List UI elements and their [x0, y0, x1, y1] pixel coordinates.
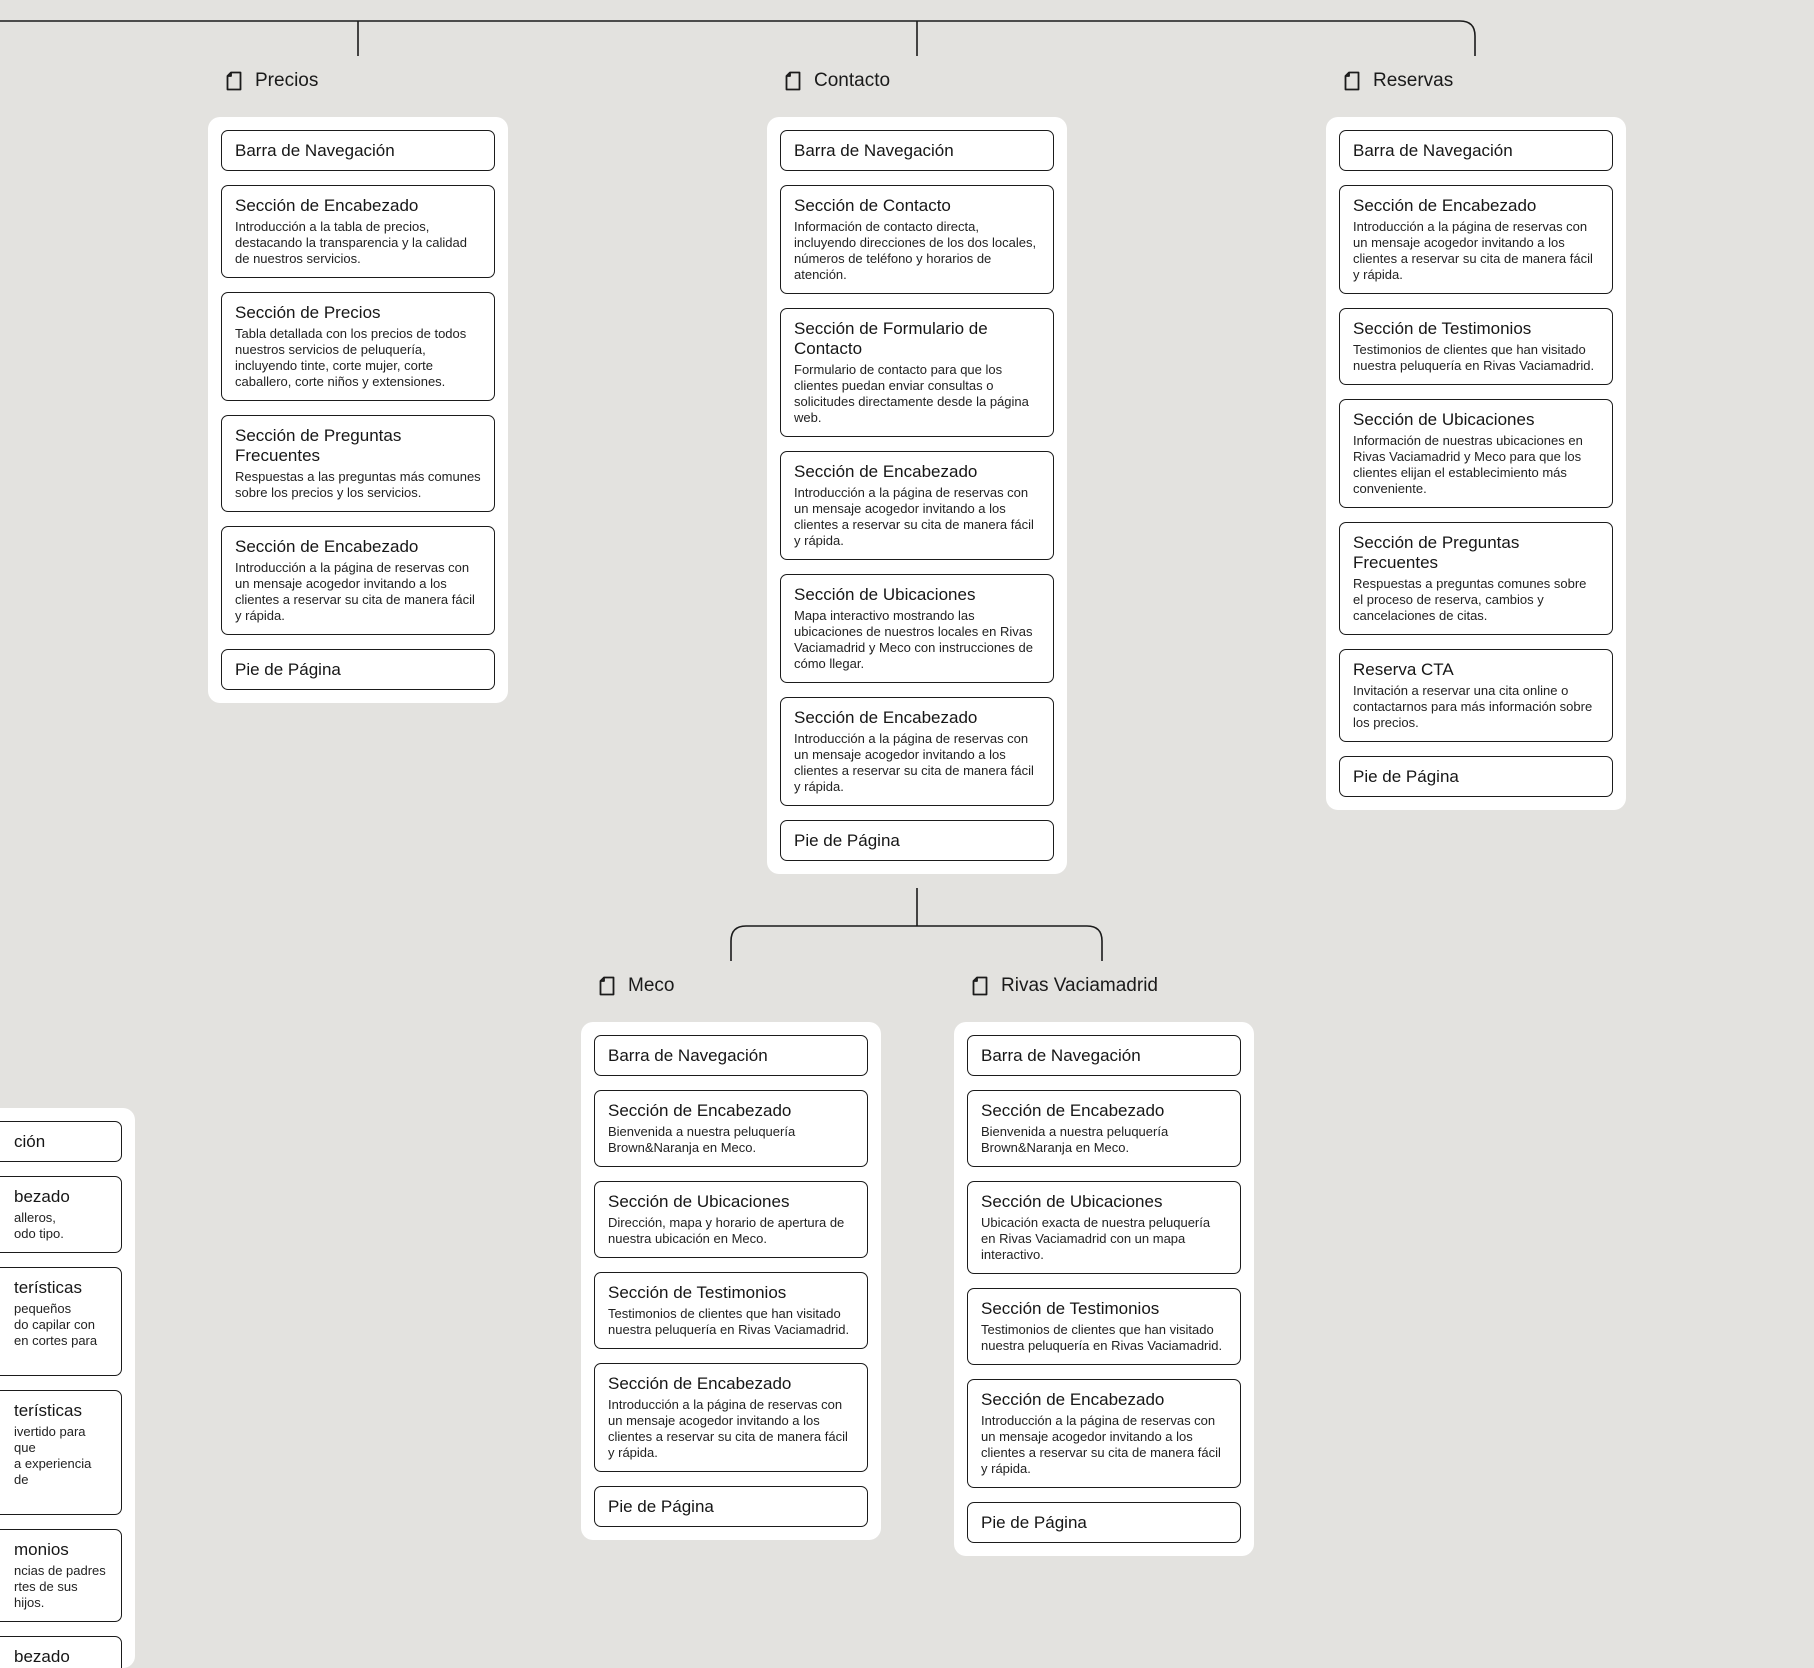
section-nav-bar[interactable]	[1339, 130, 1613, 171]
document-icon	[1344, 71, 1360, 91]
section-title: Sección de Encabezado	[235, 196, 419, 215]
section-description: Respuestas a las preguntas más comunes sobre los precios y los servicios.	[235, 469, 481, 500]
section-booking-cta[interactable]	[1339, 649, 1613, 742]
section-nav-bar[interactable]	[967, 1035, 1241, 1076]
section-title: Sección de Ubicaciones	[794, 585, 976, 604]
section-description: Introducción a la página de reservas con un mensaje acogedor invitando a los clientes a reservar su cita de manera fácil y rápida.	[235, 560, 475, 623]
section-title: Sección de Encabezado	[981, 1101, 1165, 1120]
section-title: ción	[14, 1132, 46, 1151]
section-description: ivertido para que a experiencia de	[14, 1424, 92, 1487]
section-description: Introducción a la página de reservas con un mensaje acogedor invitando a los clientes a reservar su cita de manera fácil y rápida.	[794, 731, 1034, 794]
section-header[interactable]	[967, 1379, 1241, 1488]
page-card-reservas	[1326, 117, 1626, 810]
section-title: Sección de Ubicaciones	[608, 1192, 790, 1211]
section-header[interactable]	[0, 1636, 122, 1668]
section-title: Sección de Encabezado	[794, 708, 978, 727]
section-title: Sección de Ubicaciones	[1353, 410, 1535, 429]
section-description: Información de contacto directa, incluyendo direcciones de los dos locales, números de teléfono y horarios de atención.	[794, 219, 1037, 282]
section-header[interactable]	[967, 1090, 1241, 1167]
section-title: Sección de Encabezado	[235, 537, 419, 556]
page-label-text: Reservas	[1373, 70, 1454, 91]
section-title: Sección de Testimonios	[981, 1299, 1160, 1318]
section-title: bezado	[14, 1187, 70, 1206]
section-nav-bar[interactable]	[0, 1121, 122, 1162]
section-title: Sección de Encabezado	[794, 462, 978, 481]
section-title: Barra de Navegación	[235, 141, 395, 160]
section-header[interactable]	[594, 1363, 868, 1472]
section-description: Testimonios de clientes que han visitado nuestra peluquería en Rivas Vaciamadrid.	[608, 1306, 850, 1337]
section-locations[interactable]	[967, 1181, 1241, 1274]
section-nav-bar[interactable]	[221, 130, 495, 171]
section-footer[interactable]	[967, 1502, 1241, 1543]
section-description: alleros, odo tipo.	[14, 1210, 64, 1241]
document-icon	[785, 71, 801, 91]
page-card-contacto	[767, 117, 1067, 874]
page-label-text: Rivas Vaciamadrid	[1001, 975, 1158, 996]
document-icon	[599, 976, 615, 996]
section-prices[interactable]	[221, 292, 495, 401]
page-label-contacto	[785, 66, 890, 96]
section-footer[interactable]	[594, 1486, 868, 1527]
section-title: Barra de Navegación	[981, 1046, 1141, 1065]
section-testimonials[interactable]	[0, 1529, 122, 1622]
section-title: Pie de Página	[235, 660, 341, 679]
section-footer[interactable]	[1339, 756, 1613, 797]
section-title: Sección de Testimonios	[1353, 319, 1532, 338]
section-footer[interactable]	[221, 649, 495, 690]
section-description: Dirección, mapa y horario de apertura de nuestra ubicación en Meco.	[608, 1215, 845, 1246]
section-locations[interactable]	[594, 1181, 868, 1258]
page-card-partial	[0, 1108, 135, 1668]
section-nav-bar[interactable]	[780, 130, 1054, 171]
section-testimonials[interactable]	[594, 1272, 868, 1349]
section-title: Barra de Navegación	[608, 1046, 768, 1065]
section-description: Testimonios de clientes que han visitado nuestra peluquería en Rivas Vaciamadrid.	[1353, 342, 1595, 373]
page-label-text: Contacto	[814, 70, 891, 91]
document-icon	[972, 976, 988, 996]
section-title: Barra de Navegación	[1353, 141, 1513, 160]
section-locations[interactable]	[780, 574, 1054, 683]
page-label-text: Meco	[628, 975, 675, 996]
page-label-meco	[599, 971, 674, 1001]
section-contact-form[interactable]	[780, 308, 1054, 437]
section-description: Introducción a la página de reservas con un mensaje acogedor invitando a los clientes a reservar su cita de manera fácil y rápida.	[608, 1397, 848, 1460]
section-nav-bar[interactable]	[594, 1035, 868, 1076]
document-icon	[226, 71, 242, 91]
section-description: Introducción a la página de reservas con un mensaje acogedor invitando a los clientes a reservar su cita de manera fácil y rápida.	[1353, 219, 1593, 282]
section-description: Testimonios de clientes que han visitado nuestra peluquería en Rivas Vaciamadrid.	[981, 1322, 1223, 1353]
page-card-precios	[208, 117, 508, 703]
section-title: Sección de Encabezado	[981, 1390, 1165, 1409]
section-description: Invitación a reservar una cita online o contactarnos para más información sobre los precios.	[1353, 683, 1593, 730]
page-label-text: Precios	[255, 70, 319, 91]
section-title: Pie de Página	[608, 1497, 714, 1516]
section-description: Introducción a la página de reservas con un mensaje acogedor invitando a los clientes a reservar su cita de manera fácil y rápida.	[794, 485, 1034, 548]
section-title: Sección de Ubicaciones	[981, 1192, 1163, 1211]
section-description: Introducción a la página de reservas con un mensaje acogedor invitando a los clientes a reservar su cita de manera fácil y rápida.	[981, 1413, 1221, 1476]
section-description: Introducción a la tabla de precios, destacando la transparencia y la calidad de nuestros servicios.	[235, 219, 467, 266]
section-testimonials[interactable]	[967, 1288, 1241, 1365]
section-description: Bienvenida a nuestra peluquería Brown&Naranja en Meco.	[608, 1124, 796, 1155]
section-header[interactable]	[780, 451, 1054, 560]
section-title: Sección de Precios	[235, 303, 381, 322]
page-label-precios	[226, 66, 318, 96]
section-locations[interactable]	[1339, 399, 1613, 508]
section-features[interactable]	[0, 1390, 122, 1515]
section-footer[interactable]	[780, 820, 1054, 861]
section-description: Tabla detallada con los precios de todos nuestros servicios de peluquería, incluyendo tinte, corte mujer, corte caballero, corte niños y extensiones.	[235, 326, 467, 389]
section-header[interactable]	[0, 1176, 122, 1253]
section-title: Reserva CTA	[1353, 660, 1454, 679]
section-title: Sección de Preguntas Frecuentes	[235, 426, 402, 465]
section-title: Sección de Preguntas Frecuentes	[1353, 533, 1520, 572]
section-description: Ubicación exacta de nuestra peluquería en Rivas Vaciamadrid con un mapa interactivo.	[981, 1215, 1211, 1262]
section-title: Pie de Página	[1353, 767, 1459, 786]
section-title: Sección de Encabezado	[608, 1374, 792, 1393]
section-header[interactable]	[780, 697, 1054, 806]
section-title: terísticas	[14, 1278, 83, 1297]
section-description: Respuestas a preguntas comunes sobre el proceso de reserva, cambios y cancelaciones de citas.	[1353, 576, 1587, 623]
section-title: Pie de Página	[794, 831, 900, 850]
section-title: Sección de Encabezado	[1353, 196, 1537, 215]
section-description: pequeños do capilar con en cortes para	[14, 1301, 98, 1348]
page-card-meco	[581, 1022, 881, 1540]
section-testimonials[interactable]	[1339, 308, 1613, 385]
section-faq[interactable]	[1339, 522, 1613, 635]
page-label-reservas	[1344, 66, 1453, 96]
section-title: monios	[14, 1540, 69, 1559]
section-title: Sección de Encabezado	[608, 1101, 792, 1120]
section-description: Mapa interactivo mostrando las ubicaciones de nuestros locales en Rivas Vaciamadrid y Meco con instrucciones de cómo llegar.	[794, 608, 1033, 671]
section-title: Sección de Formulario de Contacto	[794, 319, 988, 358]
section-description: Bienvenida a nuestra peluquería Brown&Naranja en Meco.	[981, 1124, 1169, 1155]
section-header[interactable]	[221, 526, 495, 635]
section-title: Pie de Página	[981, 1513, 1087, 1532]
section-header[interactable]	[1339, 185, 1613, 294]
section-title: Barra de Navegación	[794, 141, 954, 160]
section-title: bezado	[14, 1647, 70, 1666]
section-header[interactable]	[221, 185, 495, 278]
section-title: Sección de Contacto	[794, 196, 951, 215]
section-title: Sección de Testimonios	[608, 1283, 787, 1302]
section-contact[interactable]	[780, 185, 1054, 294]
section-description: ncias de padres rtes de sus hijos.	[14, 1563, 106, 1610]
section-title: terísticas	[14, 1401, 83, 1420]
page-card-rivas	[954, 1022, 1254, 1556]
section-faq[interactable]	[221, 415, 495, 512]
section-features[interactable]	[0, 1267, 122, 1376]
section-header[interactable]	[594, 1090, 868, 1167]
page-label-rivas	[972, 971, 1158, 1001]
section-description: Información de nuestras ubicaciones en Rivas Vaciamadrid y Meco para que los clientes elijan el establecimiento más conveniente.	[1353, 433, 1583, 496]
section-description: Formulario de contacto para que los clientes puedan enviar consultas o solicitudes directamente desde la página web.	[794, 362, 1029, 425]
